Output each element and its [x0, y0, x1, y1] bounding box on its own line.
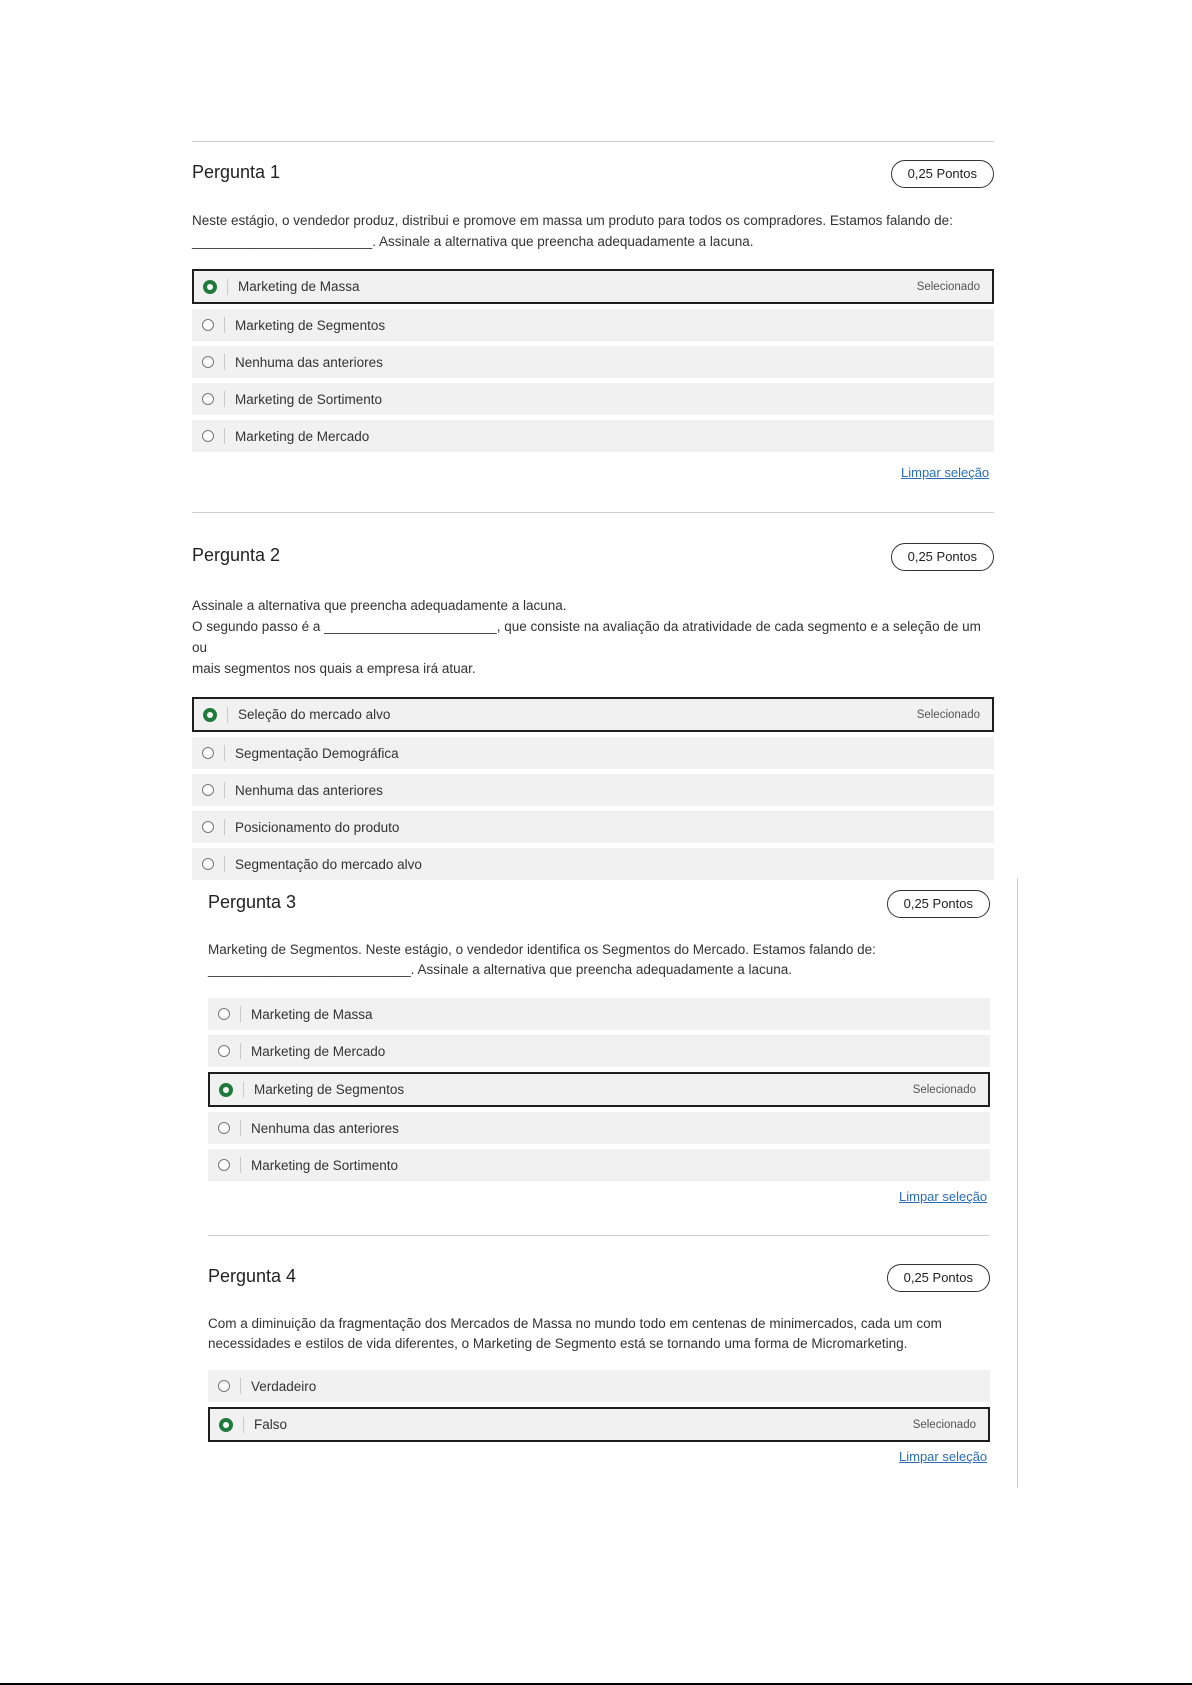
option-nenhuma-das-anteriores[interactable]: Nenhuma das anteriores — [192, 346, 994, 378]
radio-icon[interactable] — [202, 319, 214, 331]
question-1 — [192, 160, 994, 457]
options-list — [208, 1370, 990, 1442]
radio-icon[interactable] — [218, 1159, 230, 1171]
option-marketing-de-massa[interactable]: Marketing de Massa Selecionado — [192, 269, 994, 304]
radio-icon[interactable] — [202, 430, 214, 442]
radio-icon[interactable] — [218, 1380, 230, 1392]
question-2 — [192, 543, 994, 885]
points-badge: 0,25 Pontos — [891, 543, 994, 571]
option-nenhuma-das-anteriores[interactable]: Nenhuma das anteriores — [192, 774, 994, 806]
radio-selected-icon[interactable] — [203, 280, 217, 294]
radio-icon[interactable] — [218, 1122, 230, 1134]
options-list — [192, 269, 994, 452]
points-badge: 0,25 Pontos — [887, 1264, 990, 1292]
radio-selected-icon[interactable] — [219, 1083, 233, 1097]
option-nenhuma-das-anteriores[interactable]: Nenhuma das anteriores — [208, 1112, 990, 1144]
options-list — [192, 697, 994, 880]
radio-selected-icon[interactable] — [219, 1418, 233, 1432]
option-verdadeiro[interactable]: Verdadeiro — [208, 1370, 990, 1402]
radio-icon[interactable] — [202, 393, 214, 405]
divider — [208, 1235, 990, 1236]
points-badge: 0,25 Pontos — [891, 160, 994, 188]
option-marketing-de-sortimento[interactable]: Marketing de Sortimento — [208, 1149, 990, 1181]
option-posicionamento-do-produto[interactable]: Posicionamento do produto — [192, 811, 994, 843]
radio-icon[interactable] — [202, 747, 214, 759]
question-text: Marketing de Segmentos. Neste estágio, o vendedor identifica os Segmentos do Mercado. Estamos falando de: ___________________________. Assinale a alternativa que preencha adequadamente a lacuna. — [208, 942, 876, 977]
selected-tag: Selecionado — [912, 1083, 976, 1096]
option-marketing-de-mercado[interactable]: Marketing de Mercado — [192, 420, 994, 452]
clear-selection-link[interactable]: Limpar seleção — [899, 1449, 988, 1464]
question-title: Pergunta 2 — [192, 545, 281, 565]
options-list — [208, 998, 990, 1181]
option-marketing-de-massa[interactable]: Marketing de Massa — [208, 998, 990, 1030]
question-title: Pergunta 3 — [208, 892, 297, 912]
option-marketing-de-sortimento[interactable]: Marketing de Sortimento — [192, 383, 994, 415]
radio-icon[interactable] — [202, 356, 214, 368]
option-marketing-de-segmentos[interactable]: Marketing de Segmentos — [192, 309, 994, 341]
radio-icon[interactable] — [202, 821, 214, 833]
question-title: Pergunta 1 — [192, 162, 281, 182]
option-selecao-do-mercado-alvo[interactable]: Seleção do mercado alvo Selecionado — [192, 697, 994, 732]
clear-selection-link[interactable]: Limpar seleção — [901, 465, 990, 480]
question-3 — [208, 890, 990, 1186]
radio-icon[interactable] — [202, 784, 214, 796]
option-segmentacao-demografica[interactable]: Segmentação Demográfica — [192, 737, 994, 769]
content-border — [1017, 878, 1018, 1488]
divider — [192, 141, 994, 142]
clear-selection-link[interactable]: Limpar seleção — [899, 1189, 988, 1204]
question-text: Com a diminuição da fragmentação dos Mercados de Massa no mundo todo em centenas de minimercados, cada um com necessidades e estilos de vida diferentes, o Marketing de Segmento está se tornando uma forma de Micromarketing. — [208, 1316, 942, 1351]
selected-tag: Selecionado — [912, 1418, 976, 1431]
radio-selected-icon[interactable] — [203, 708, 217, 722]
option-marketing-de-mercado[interactable]: Marketing de Mercado — [208, 1035, 990, 1067]
option-segmentacao-do-mercado-alvo[interactable]: Segmentação do mercado alvo — [192, 848, 994, 880]
radio-icon[interactable] — [218, 1045, 230, 1057]
selected-tag: Selecionado — [916, 280, 980, 293]
question-title: Pergunta 4 — [208, 1266, 297, 1286]
radio-icon[interactable] — [218, 1008, 230, 1020]
option-falso[interactable]: Falso Selecionado — [208, 1407, 990, 1442]
question-text: Assinale a alternativa que preencha adequadamente a lacuna. O segundo passo é a _______________________, que consiste na avaliação da atratividade de cada segmento e a seleção de um ou mais segmentos nos quais a empresa irá atuar. — [192, 598, 981, 676]
question-4 — [208, 1264, 990, 1447]
divider — [192, 512, 994, 513]
question-text: Neste estágio, o vendedor produz, distribui e promove em massa um produto para todos os compradores. Estamos falando de: ________________________. Assinale a alternativa que preencha adequadamente a lacuna. — [192, 213, 953, 249]
option-marketing-de-segmentos[interactable]: Marketing de Segmentos Selecionado — [208, 1072, 990, 1107]
points-badge: 0,25 Pontos — [887, 890, 990, 918]
radio-icon[interactable] — [202, 858, 214, 870]
selected-tag: Selecionado — [916, 708, 980, 721]
